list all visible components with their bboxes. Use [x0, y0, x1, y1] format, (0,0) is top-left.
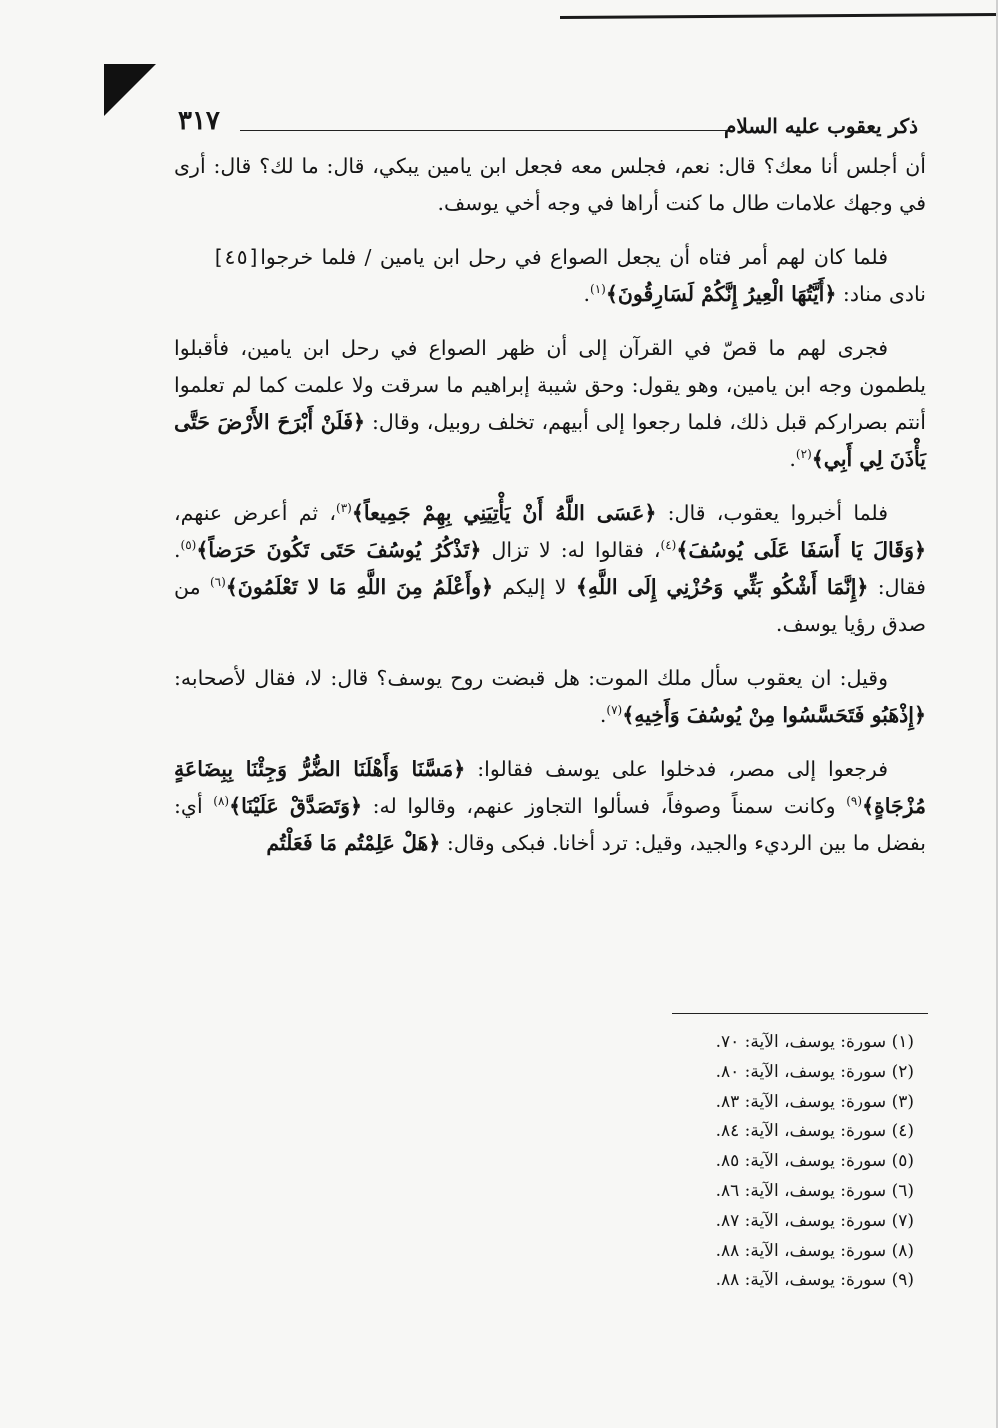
footnote-rule: [672, 1013, 928, 1014]
quran-quote: ﴿وأَعْلَمُ مِنَ اللَّهِ مَا لا تَعْلَمُونَ﴾: [225, 575, 493, 599]
footnote-ref: (٥): [180, 538, 197, 553]
paragraph: [174, 495, 926, 643]
quran-quote: ﴿تَذْكُرُ يُوسُفَ حَتَى تَكُونَ حَرَضاً﴾: [196, 538, 482, 562]
footnote-ref: (٣): [336, 501, 352, 516]
text-segment: .: [789, 447, 796, 471]
quran-quote: ﴿وَتَصَدَّقْ عَلَيْنَا﴾: [229, 794, 363, 818]
quran-quote: ﴿إِنَّمَا أَشْكُو بَثِّي وَحُزْنِي إِلَى اللَّهِ﴾: [575, 575, 869, 599]
paragraph: [174, 148, 926, 222]
quran-quote: ﴿أَيَّتُهَا الْعِيرُ إِنَّكُمْ لَسَارِقُونَ﴾: [605, 282, 837, 306]
footnote-ref: (٧): [606, 703, 623, 718]
footnote-item: (٤) سورة: يوسف، الآية: ٨٤.: [715, 1121, 914, 1142]
text-segment: فلما أخبروا يعقوب، قال:: [656, 501, 889, 525]
paragraph: [174, 330, 926, 478]
page-header: [178, 106, 918, 146]
footnote-item: (٣) سورة: يوسف، الآية: ٨٣.: [715, 1091, 914, 1112]
footnote-item: (٦) سورة: يوسف، الآية: ٨٦.: [715, 1180, 914, 1201]
footnote-ref: (٤): [660, 538, 677, 553]
text-segment: من صدق رؤيا يوسف.: [174, 575, 926, 636]
text-segment: أي: بفضل ما بين الرديء والجيد، وقيل: ترد أخانا. فبكى وقال:: [174, 794, 926, 855]
quran-quote: ﴿عَسَى اللَّهُ أَنْ يَأْتِيَنِي بِهِمْ جَمِيعاً﴾: [351, 501, 657, 525]
text-segment: ، فقالوا له: لا تزال: [481, 538, 661, 562]
scan-edge-top: [560, 13, 998, 19]
text-segment: . فقال:: [174, 538, 926, 599]
text-segment: وكانت سمناً وصوفاً، فسألوا التجاوز عنهم، وقالوا له:: [362, 794, 847, 818]
quran-quote: ﴿مَسَّنَا وَأَهْلَنَا الضُّرُّ وَجِئْنَا بِبِضَاعَةٍ مُزْجَاةٍ﴾: [174, 757, 926, 818]
text-segment: .: [583, 282, 591, 306]
footnote-ref: (٩): [846, 794, 863, 809]
footnotes: [654, 1028, 914, 1296]
text-segment: فلما كان لهم أمر فتاه أن يجعل الصواع في رحل ابن يامين / فلما خرجوا نادى مناد:: [260, 245, 926, 306]
text-segment: فجرى لهم ما قصّ في القرآن إلى أن ظهر الصواع في رحل ابن يامين، فأقبلوا يلطمون وجه ابن يامين، وهو يقول: وحق شيبة إبراهيم ما سرقت ولا علمت كما لم تعلموا أنتم بصراركم قبل ذلك، فلما رجعوا إلى أبيهم، تخلف روبيل، وقال:: [174, 336, 927, 434]
paragraph: [174, 660, 926, 734]
page-number: ٣١٧: [178, 106, 220, 136]
footnote-item: (٧) سورة: يوسف، الآية: ٨٧.: [715, 1210, 914, 1231]
corner-triangle-mark: [104, 64, 156, 116]
footnote-ref: (٢): [795, 447, 812, 462]
text-segment: وقيل: ان يعقوب سأل ملك الموت: هل قبضت روح يوسف؟ قال: لا، فقال لأصحابه:: [174, 666, 888, 690]
quran-quote: ﴿وَقَالَ يَا أَسَفَا عَلَى يُوسُفَ﴾: [676, 538, 926, 562]
body-text: [174, 148, 926, 879]
text-segment: لا إليكم: [493, 575, 576, 599]
text-segment: أن أجلس أنا معك؟ قال: نعم، فجلس معه فجعل ابن يامين يبكي، قال: ما لك؟ قال: أرى في وجهك علامات طال ما كنت أراها في وجه أخي يوسف.: [174, 154, 926, 215]
quran-quote: ﴿إِذْهَبُو فَتَحَسَّسُوا مِنْ يُوسُفَ وَأَخِيهِ﴾: [622, 703, 926, 727]
text-segment: .: [599, 703, 607, 727]
header-rule: [240, 130, 728, 131]
footnote-item: (٨) سورة: يوسف، الآية: ٨٨.: [715, 1240, 914, 1261]
quran-quote: ﴿هَلْ عَلِمْتُم مَا فَعَلْتُم: [266, 831, 441, 855]
footnote-item: (١) سورة: يوسف، الآية: ٧٠.: [715, 1032, 914, 1052]
paragraph: [174, 751, 926, 862]
text-segment: ، ثم أعرض عنهم،: [174, 501, 337, 525]
footnote-ref: (١): [590, 282, 606, 297]
text-segment: فرجعوا إلى مصر، فدخلوا على يوسف فقالوا:: [465, 757, 888, 781]
quran-quote: ﴿فَلَنْ أَبْرَحَ الأَرْضَ حَتَّى يَأْذَنَ لِي أَبِي﴾: [174, 410, 926, 471]
footnote-ref: (٨): [213, 794, 230, 809]
footnote-item: (٩) سورة: يوسف، الآية: ٨٨.: [715, 1270, 914, 1291]
running-title: ذكر يعقوب عليه السلام: [724, 114, 918, 138]
footnote-ref: (٦): [209, 575, 226, 590]
footnote-item: (٥) سورة: يوسف، الآية: ٨٥.: [715, 1151, 914, 1172]
paragraph: [174, 239, 926, 313]
page-marker: [٤٥]: [212, 245, 261, 269]
footnote-item: (٢) سورة: يوسف، الآية: ٨٠.: [715, 1061, 914, 1082]
